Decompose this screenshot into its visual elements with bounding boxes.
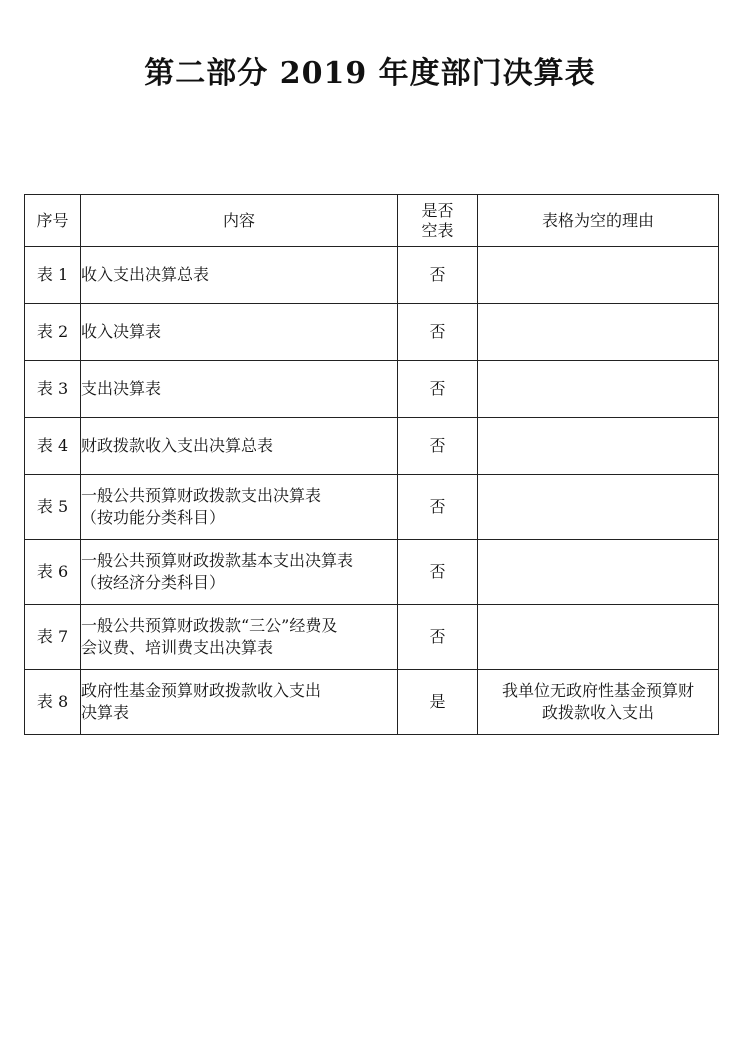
row-empty-flag: 否 [398,475,478,540]
row-empty-flag: 否 [398,361,478,418]
row-content-line1: 一般公共预算财政拨款支出决算表 [81,486,322,505]
row-content-line2: 会议费、培训费支出决算表 [81,638,274,657]
row-content [81,475,398,540]
table-header-row [25,195,719,247]
row-no: 表 4 [25,418,81,475]
row-empty-flag: 否 [398,304,478,361]
row-no: 表 5 [25,475,81,540]
row-content-line2: （按功能分类科目） [81,508,226,527]
row-reason-line2: 政拨款收入支出 [541,703,654,722]
row-content-line2: 决算表 [81,703,130,722]
table-row [25,247,719,304]
header-reason: 表格为空的理由 [478,195,719,247]
header-content: 内容 [81,195,398,247]
row-content-line1: 支出决算表 [81,379,162,398]
row-content-line1: 政府性基金预算财政拨款收入支出 [81,681,322,700]
page-title: 第二部分 2019 年度部门决算表 [144,56,596,91]
row-content-line1: 财政拨款收入支出决算总表 [81,436,274,455]
row-no: 表 2 [25,304,81,361]
table-row [25,540,719,605]
row-reason [478,670,719,735]
row-no: 表 6 [25,540,81,605]
budget-table-index [24,194,719,735]
row-reason [478,304,719,361]
row-content [81,361,398,418]
table-row [25,418,719,475]
row-empty-flag: 是 [398,670,478,735]
table-row [25,304,719,361]
row-content-line1: 一般公共预算财政拨款基本支出决算表 [81,551,354,570]
header-empty-line2: 空表 [421,220,454,240]
row-reason [478,361,719,418]
table-row [25,475,719,540]
row-no: 表 7 [25,605,81,670]
row-reason-line1: 我单位无政府性基金预算财 [501,681,694,700]
row-content-line1: 一般公共预算财政拨款“三公”经费及 [81,616,338,635]
row-reason [478,605,719,670]
row-no: 表 3 [25,361,81,418]
row-content-line1: 收入决算表 [81,322,162,341]
header-empty-line1: 是否 [421,200,454,220]
table-row [25,605,719,670]
row-content-line1: 收入支出决算总表 [81,265,210,284]
row-content [81,247,398,304]
row-reason [478,540,719,605]
row-reason [478,247,719,304]
table-row [25,361,719,418]
row-reason [478,418,719,475]
header-no: 序号 [25,195,81,247]
row-content [81,304,398,361]
row-reason [478,475,719,540]
header-empty [398,195,478,247]
row-empty-flag: 否 [398,605,478,670]
row-empty-flag: 否 [398,418,478,475]
row-content [81,418,398,475]
row-empty-flag: 否 [398,247,478,304]
row-no: 表 1 [25,247,81,304]
table-row [25,670,719,735]
row-no: 表 8 [25,670,81,735]
row-content [81,670,398,735]
row-content-line2: （按经济分类科目） [81,573,226,592]
row-empty-flag: 否 [398,540,478,605]
row-content [81,605,398,670]
row-content [81,540,398,605]
